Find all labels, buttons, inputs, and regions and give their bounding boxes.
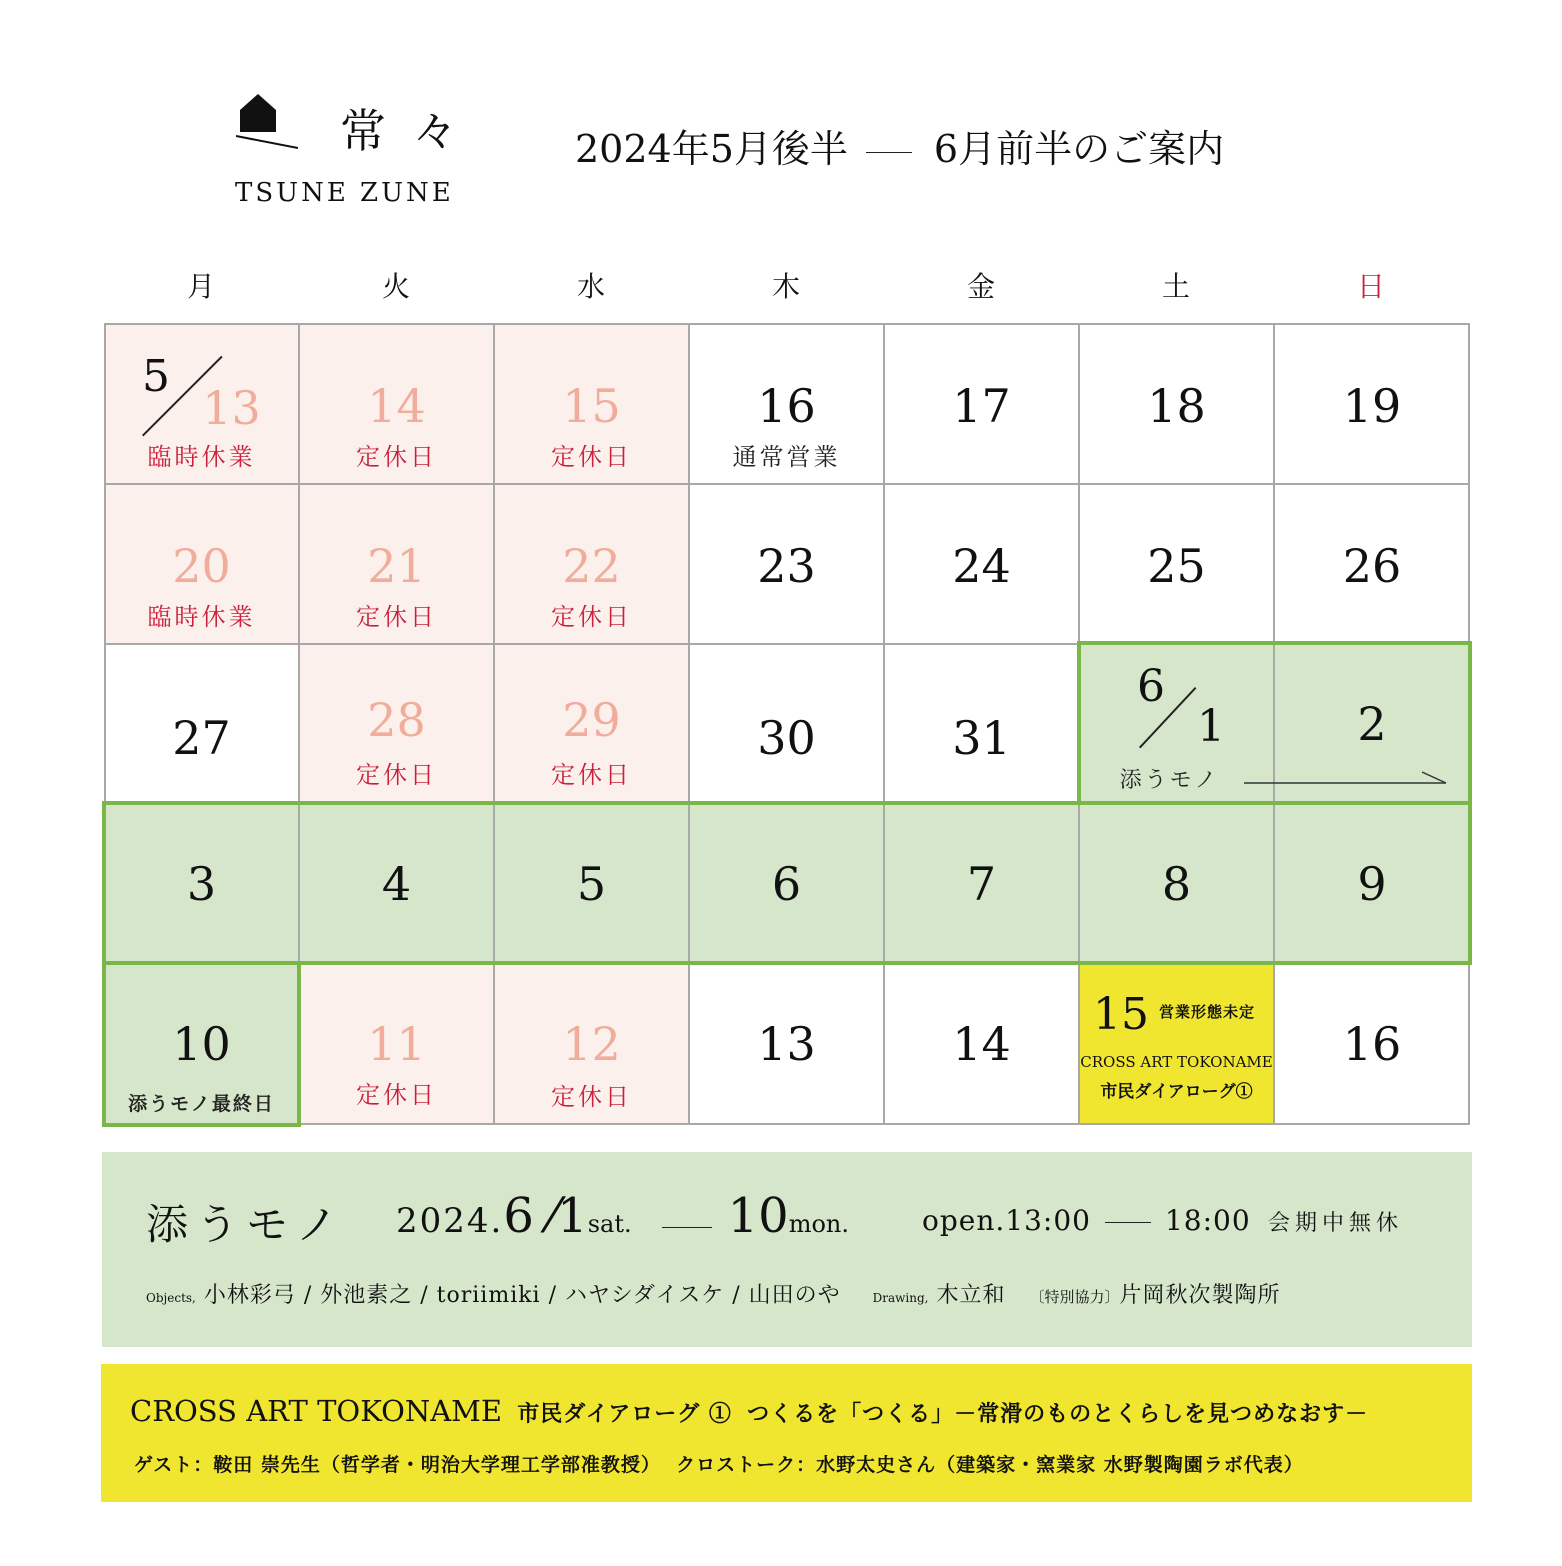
day-cell-jun-16 bbox=[1274, 963, 1470, 1125]
day-note: 添うモノ最終日 bbox=[128, 1093, 275, 1115]
brand-name-jp: 常々 bbox=[340, 104, 484, 158]
exhibition-dates bbox=[396, 1188, 849, 1244]
day-number: 13 bbox=[202, 381, 261, 435]
day-number: 21 bbox=[367, 539, 426, 593]
event-name-en: CROSS ART TOKONAME bbox=[1080, 1053, 1273, 1071]
open-time: open.13:00 bbox=[922, 1204, 1091, 1237]
grid-line bbox=[688, 323, 690, 1125]
objects-label: Objects, bbox=[146, 1291, 196, 1305]
day-number: 4 bbox=[381, 857, 412, 911]
weekday-sun: 日 bbox=[1356, 270, 1385, 303]
drawing-label: Drawing, bbox=[872, 1291, 929, 1305]
exhibition-end-day: 10 bbox=[727, 1188, 789, 1244]
day-note: 定休日 bbox=[356, 603, 437, 631]
day-note: 臨時休業 bbox=[147, 603, 256, 631]
day-number: 16 bbox=[1342, 1017, 1402, 1071]
day-cell-may-30 bbox=[689, 643, 884, 803]
exhibition-start-dow: sat. bbox=[587, 1210, 632, 1238]
calendar-grid bbox=[104, 323, 1470, 1125]
day-note: 営業形態未定 bbox=[1159, 1003, 1256, 1021]
day-cell-jun-12 bbox=[494, 963, 689, 1125]
event-name-jp: 市民ダイアローグ ① bbox=[517, 1401, 732, 1427]
day-note: 通常営業 bbox=[732, 443, 841, 471]
day-note: 定休日 bbox=[551, 761, 632, 789]
day-number: 31 bbox=[952, 711, 1011, 765]
day-note: 定休日 bbox=[551, 603, 632, 631]
day-number: 6 bbox=[771, 857, 802, 911]
weekday-fri: 金 bbox=[966, 270, 995, 303]
grid-line bbox=[104, 323, 1470, 325]
exhibition-hours bbox=[922, 1204, 1251, 1237]
day-number: 19 bbox=[1342, 379, 1402, 433]
exhibition-year: 2024. bbox=[396, 1201, 504, 1241]
day-cell-jun-15 bbox=[1079, 963, 1274, 1125]
special-cooperation: 片岡秋次製陶所 bbox=[1119, 1283, 1281, 1308]
exhibition-start-day: 1 bbox=[557, 1188, 588, 1244]
day-cell-may-22 bbox=[494, 483, 689, 643]
day-number: 3 bbox=[186, 857, 217, 911]
exhibit-frame-week2 bbox=[102, 801, 1472, 965]
day-note: 定休日 bbox=[551, 1083, 632, 1111]
day-cell-may-21 bbox=[299, 483, 494, 643]
day-number: 24 bbox=[952, 539, 1011, 593]
date-range-dash bbox=[662, 1227, 712, 1228]
day-number: 7 bbox=[966, 857, 997, 911]
day-cell-may-15 bbox=[494, 323, 689, 483]
exhibition-title: 添うモノ bbox=[146, 1200, 346, 1249]
day-number: 15 bbox=[1093, 989, 1149, 1040]
day-cell-may-14 bbox=[299, 323, 494, 483]
brand-name-en: TSUNE ZUNE bbox=[235, 178, 454, 208]
day-number: 25 bbox=[1147, 539, 1206, 593]
time-range-dash bbox=[1105, 1222, 1151, 1223]
day-number: 13 bbox=[757, 1017, 816, 1071]
day-cell-may-13 bbox=[104, 323, 299, 483]
day-cell-may-20 bbox=[104, 483, 299, 643]
day-number: 16 bbox=[757, 379, 816, 433]
day-cell-may-25 bbox=[1079, 483, 1274, 643]
day-number: 8 bbox=[1161, 857, 1192, 911]
day-number: 15 bbox=[562, 379, 621, 433]
day-number: 9 bbox=[1357, 857, 1387, 911]
grid-line bbox=[104, 1123, 1470, 1125]
day-note: 添うモノ bbox=[1119, 768, 1220, 793]
event-name-en: CROSS ART TOKONAME bbox=[130, 1394, 503, 1428]
day-number: 1 bbox=[1197, 701, 1225, 752]
exhibition-credits bbox=[146, 1278, 1281, 1309]
day-number: 28 bbox=[367, 693, 426, 747]
event-guests bbox=[134, 1450, 1304, 1477]
day-number: 23 bbox=[757, 539, 816, 593]
day-cell-may-19 bbox=[1274, 323, 1470, 483]
day-note: 定休日 bbox=[356, 1081, 437, 1109]
arrow-right-icon bbox=[1244, 771, 1450, 787]
day-note: 臨時休業 bbox=[147, 443, 256, 471]
day-cell-may-28 bbox=[299, 643, 494, 803]
event-crosstalk: クロストーク：水野太史さん（建築家・窯業家 水野製陶園ラボ代表） bbox=[676, 1454, 1304, 1476]
day-cell-jun-13 bbox=[689, 963, 884, 1125]
day-number: 22 bbox=[562, 539, 621, 593]
event-info-box bbox=[101, 1364, 1472, 1502]
month-marker: 6 bbox=[1137, 661, 1165, 712]
day-cell-may-31 bbox=[884, 643, 1079, 803]
weekday-thu: 木 bbox=[771, 270, 800, 303]
weekday-mon: 月 bbox=[186, 270, 215, 303]
event-guest: ゲスト：鞍田 崇先生（哲学者・明治大学理工学部准教授） bbox=[134, 1454, 661, 1476]
no-holiday-note: 会期中無休 bbox=[1268, 1211, 1404, 1236]
day-number: 30 bbox=[757, 711, 816, 765]
day-number: 27 bbox=[172, 711, 231, 765]
day-cell-jun-14 bbox=[884, 963, 1079, 1125]
day-cell-jun-11 bbox=[299, 963, 494, 1125]
day-number: 20 bbox=[172, 539, 231, 593]
day-cell-may-24 bbox=[884, 483, 1079, 643]
day-note: 定休日 bbox=[356, 761, 437, 789]
weekday-tue: 火 bbox=[381, 270, 410, 303]
event-name-jp: 市民ダイアローグ① bbox=[1100, 1082, 1253, 1102]
day-number: 14 bbox=[952, 1017, 1011, 1071]
drawing-artist: 木立和 bbox=[936, 1283, 1006, 1308]
exhibition-end-dow: mon. bbox=[788, 1210, 849, 1238]
day-number: 10 bbox=[172, 1017, 231, 1071]
day-cell-may-27 bbox=[104, 643, 299, 803]
grid-line bbox=[493, 323, 495, 1125]
day-cell-may-29 bbox=[494, 643, 689, 803]
day-cell-may-16 bbox=[689, 323, 884, 483]
day-note: 定休日 bbox=[551, 443, 632, 471]
weekday-wed: 水 bbox=[576, 270, 605, 303]
day-cell-may-18 bbox=[1079, 323, 1274, 483]
day-number: 17 bbox=[952, 379, 1011, 433]
day-number: 14 bbox=[367, 379, 426, 433]
title-part1: 2024年5月後半 bbox=[575, 127, 848, 171]
day-number: 11 bbox=[367, 1017, 426, 1071]
event-headline bbox=[130, 1394, 1368, 1428]
exhibition-start-month: 6 bbox=[503, 1188, 534, 1244]
weekday-sat: 土 bbox=[1161, 270, 1190, 303]
artist-list: 小林彩弓 / 外池素之 / toriimiki / ハヤシダイスケ / 山田のや bbox=[203, 1283, 841, 1308]
title-separator bbox=[866, 152, 912, 153]
day-number: 2 bbox=[1357, 697, 1387, 751]
day-number: 18 bbox=[1147, 379, 1206, 433]
day-cell-may-23 bbox=[689, 483, 884, 643]
grid-line bbox=[883, 323, 885, 1125]
event-theme: つくるを「つくる」－常滑のものとくらしを見つめなおす－ bbox=[747, 1401, 1369, 1427]
day-cell-may-17 bbox=[884, 323, 1079, 483]
special-label: 〔特別協力〕 bbox=[1029, 1288, 1120, 1306]
day-number: 5 bbox=[576, 857, 607, 911]
day-number: 26 bbox=[1342, 539, 1402, 593]
grid-line bbox=[104, 483, 1470, 485]
day-number: 29 bbox=[562, 693, 621, 747]
day-note: 定休日 bbox=[356, 443, 437, 471]
date-slash: ⁄ bbox=[533, 1188, 558, 1244]
page-title bbox=[575, 118, 1224, 173]
month-marker: 5 bbox=[142, 351, 170, 402]
day-cell-may-26 bbox=[1274, 483, 1470, 643]
day-number: 12 bbox=[562, 1017, 621, 1071]
exhibit-frame-week3 bbox=[102, 961, 301, 1127]
close-time: 18:00 bbox=[1164, 1204, 1251, 1237]
house-logo-icon bbox=[236, 92, 298, 150]
title-part2: 6月前半のご案内 bbox=[933, 127, 1225, 171]
